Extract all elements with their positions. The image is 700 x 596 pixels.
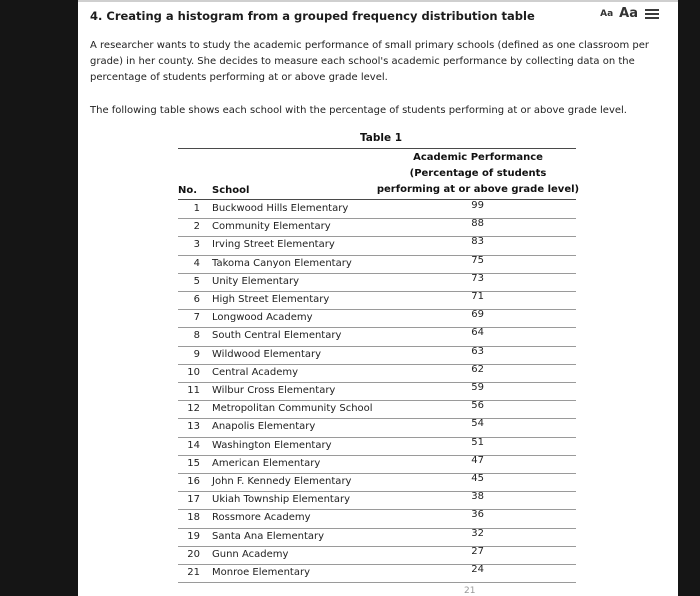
text-tools	[600, 6, 660, 21]
table-row	[178, 564, 576, 583]
table-row	[178, 455, 576, 474]
table-row	[178, 291, 576, 310]
performance-value: 51	[471, 436, 484, 448]
table-caption: Table 1	[360, 132, 403, 144]
row-number: 3	[193, 239, 200, 251]
row-number: 18	[187, 512, 200, 524]
table-row	[178, 491, 576, 510]
school-name: South Central Elementary	[212, 330, 342, 342]
school-name: Santa Ana Elementary	[212, 530, 325, 542]
row-number: 21	[187, 567, 200, 578]
row-number: 14	[187, 439, 200, 451]
performance-header-line-2: (Percentage of students	[409, 168, 547, 179]
performance-value: 38	[471, 491, 484, 503]
table-row	[178, 473, 576, 492]
row-number: 16	[187, 476, 200, 487]
row-number: 2	[193, 221, 200, 233]
table-row	[178, 327, 576, 346]
table-row	[178, 418, 576, 437]
top-divider	[78, 0, 678, 2]
school-name: John F. Kennedy Elementary	[212, 476, 352, 487]
performance-value: 73	[471, 272, 484, 284]
row-number: 8	[193, 330, 200, 342]
row-number: 17	[187, 494, 200, 506]
table-row	[178, 400, 576, 419]
intro-line-2: grade) in her county. She decides to measure each school's academic performance by collecting data on the	[90, 56, 635, 67]
school-name: Monroe Elementary	[212, 567, 310, 578]
table-row	[178, 273, 576, 292]
row-number: 1	[193, 203, 200, 214]
row-number: 12	[187, 403, 200, 415]
school-name: Irving Street Elementary	[212, 239, 335, 251]
performance-value: 75	[471, 254, 484, 266]
increase-font-button[interactable]: Aa	[619, 6, 638, 21]
performance-value: 54	[471, 418, 484, 430]
school-name: Unity Elementary	[212, 275, 300, 287]
school-name: Wildwood Elementary	[212, 348, 322, 360]
table-row	[178, 528, 576, 547]
table-row	[178, 236, 576, 255]
question-sheet	[78, 0, 678, 596]
school-name: Anapolis Elementary	[212, 421, 316, 433]
school-name: Buckwood Hills Elementary	[212, 203, 349, 214]
school-name: Rossmore Academy	[212, 512, 311, 524]
table-row	[178, 437, 576, 456]
table-row	[178, 200, 576, 219]
row-number: 13	[187, 421, 200, 433]
performance-column-header	[374, 150, 582, 198]
table-row	[178, 309, 576, 328]
performance-value: 32	[471, 527, 484, 539]
performance-value: 59	[471, 382, 484, 393]
row-number: 4	[193, 257, 200, 269]
decrease-font-button[interactable]: Aa	[600, 8, 614, 19]
table-row	[178, 546, 576, 565]
school-name: Washington Elementary	[212, 439, 332, 451]
intro-line-1: A researcher wants to study the academic performance of small primary schools (defined as one classroom per	[90, 40, 649, 51]
performance-value: 99	[471, 200, 484, 211]
question-title: 4. Creating a histogram from a grouped frequency distribution table	[90, 9, 535, 23]
row-number: 10	[187, 366, 200, 378]
intro-line-3: percentage of students performing at or above grade level.	[90, 72, 388, 83]
school-name: Community Elementary	[212, 221, 331, 233]
performance-value: 88	[471, 218, 484, 230]
row-number: 20	[187, 548, 200, 560]
performance-value: 62	[471, 363, 484, 375]
performance-value: 47	[471, 454, 484, 466]
table-row	[178, 218, 576, 237]
school-name: Ukiah Township Elementary	[212, 494, 350, 506]
school-name: Metropolitan Community School	[212, 403, 373, 415]
number-column-header: No.	[178, 185, 198, 196]
performance-value: 56	[471, 400, 484, 412]
performance-header-line-1: Academic Performance	[413, 152, 543, 163]
intro-line-4: The following table shows each school with the percentage of students performing at or above grade level.	[90, 105, 627, 116]
row-number: 5	[193, 275, 200, 287]
school-name: High Street Elementary	[212, 294, 330, 305]
school-name: Takoma Canyon Elementary	[212, 257, 352, 269]
row-number: 19	[187, 530, 200, 542]
row-number: 11	[187, 385, 200, 396]
school-name: Wilbur Cross Elementary	[212, 385, 336, 396]
book-icon[interactable]	[644, 8, 660, 20]
school-name: Longwood Academy	[212, 312, 313, 324]
table-row	[178, 255, 576, 274]
performance-header-line-3: performing at or above grade level)	[376, 184, 580, 195]
performance-value: 24	[471, 564, 484, 575]
row-number: 6	[193, 294, 200, 305]
row-number: 7	[193, 312, 200, 324]
performance-value: 64	[471, 327, 484, 339]
performance-value: 36	[471, 509, 484, 521]
school-name: Central Academy	[212, 366, 299, 378]
row-number: 9	[193, 348, 200, 360]
school-name: Gunn Academy	[212, 548, 289, 560]
performance-value: 45	[471, 473, 484, 484]
cut-off-value: 21	[464, 586, 476, 596]
performance-value: 69	[471, 309, 484, 321]
table-top-rule	[178, 148, 576, 149]
performance-value: 63	[471, 345, 484, 357]
table-row	[178, 509, 576, 528]
table-row	[178, 364, 576, 383]
school-column-header: School	[212, 185, 250, 196]
performance-value: 83	[471, 236, 484, 248]
school-name: American Elementary	[212, 457, 321, 469]
performance-value: 71	[471, 291, 484, 302]
table-row	[178, 382, 576, 401]
table-row	[178, 346, 576, 365]
row-number: 15	[187, 457, 200, 469]
performance-value: 27	[471, 545, 484, 557]
